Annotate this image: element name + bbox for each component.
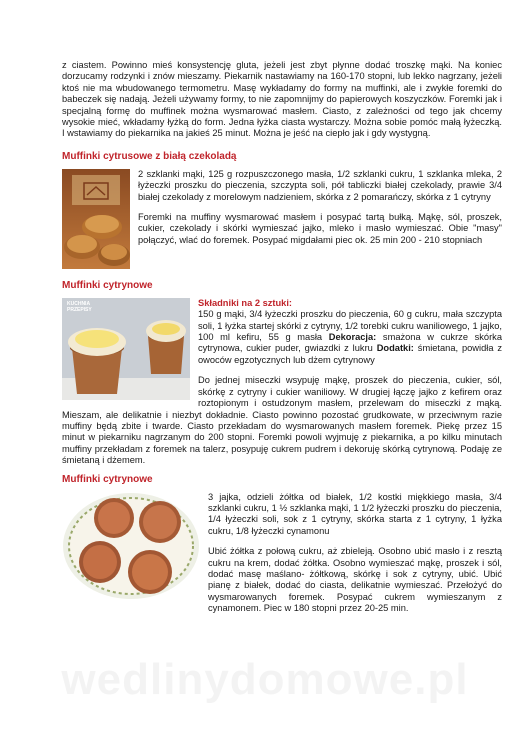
recipe3-section (62, 492, 502, 615)
recipe2-ingredients: 150 g mąki, 3/4 łyżeczki proszku do pieczenia, 60 g cukru, mała szczypta soli, 1 łyżka startej skórki z cytryny, 1/2 torebki cukru waniliowego, 1 jajko, 100 ml kefiru, 55 g masła (198, 309, 502, 343)
recipe2-extra-label: Dodatki: (376, 343, 414, 354)
recipe2-method: Do jednej miseczki wsypuję mąkę, proszek do pieczenia, cukier, sól, skórkę z cytryny i cukier waniliowy. W drugiej łączę jajko z kefirem oraz roztopionym i ostudzonym masłem, przelewam do miseczki z mąką. Mieszam, ale delikatnie i niezbyt dokładnie. Ciasto powinno pozostać grudkowate, w przeciwnym razie muffiny będą zbite i twarde. Ciasto przekładam do wysmarowanych masłem foremek. Piekę przez 15 minut w piekarniku nagrzanym do 200 stopni. Foremki powoli wyjmuję z piekarnika, a po kilku minutach muffiny przekładam z foremek na talerz, posypuję cukrem pudrem i dekoruję skórką cytrynową. Podaję ze śmietaną i dżemem. (62, 375, 502, 466)
recipe1-section (62, 169, 502, 273)
recipe1-ingredients: 2 szklanki mąki, 125 g rozpuszczonego masła, 1/2 szklanki cukru, 1 szklanka mleka, 2 łyżeczki proszku do pieczenia, szczypta soli, pół tabliczki białej czekolady, prawie 3/4 białej czekolady z morelowym nadzieniem, skórka z 2 pomarańczy, skórka z 1 cytryny (138, 168, 502, 202)
recipe2-muffin-photo (62, 298, 190, 400)
recipe3-method: Ubić żółtka z połową cukru, aż zbieleją. Osobno ubić masło i z resztą cukru na krem, dodać żółtka. Osobno wymieszać mąkę, proszek i sól, dodać masę maślano- żółtkową, skórkę i sok z cytryny, ubić. Ubić pianę z białek, dodać do ciasta, delikatnie wymieszać. Przełożyć do wysmarowanych foremek. Posypać cukrem wymieszanym z cynamonem. Piec w 180 stopni przez 20-25 min. (208, 546, 502, 614)
recipe2-extra: śmietana, powidła z owoców egzotycznych lub dżem cytrynowy (198, 343, 502, 365)
intro-paragraph: z ciastem. Powinno mieś konsystencję gluta, jeżeli jest zbyt płynne dodać troszkę mąki. Na koniec dorzucamy rodzynki i znów mieszamy. Piekarnik nastawiamy na 160-170 stopni, lub lekko nagrzany, jeżeli ktoś nie ma wbudowanego termometru. Masę wykładamy do formy na muffinki, ale i zwykłe foremki do babeczek się nadają. Jeżeli używamy formy, to nie zapomnijmy do papierowych koszyczków. Foremki jak i specjalną formę do muffinek można wysmarować masłem. Ciasto, z zależności od tego jak chcemy wysokie mieć, wkładamy łyżką do form. Jedna łyżka ciasta wystarczy. Można sobie pomóc małą łyżeczką. I wstawiamy do piekarnika na jakieś 25 minut. Można je jeść na ciepło jak i gdy wystygną. (62, 60, 502, 139)
recipe2-title: Muffinki cytrynowe (62, 279, 153, 291)
document-page (62, 60, 502, 621)
recipe1-muffin-photo (62, 169, 130, 269)
recipe1-method: Foremki na muffiny wysmarować masłem i posypać tartą bułką. Mąkę, sól, proszek, cukier, czekolady i skórki wymieszać jajko, mleko i masło wymieszać. Obie "masy" połączyć, wlać do foremek. Posypać migdałami piec ok. 25 min 200 - 210 stopniach (138, 212, 502, 245)
photo-watermark-label: KUCHNIA PRZEPISY (67, 300, 92, 313)
recipe3-ingredients: 3 jajka, odzieli żółtka od białek, 1/2 kostki miękkiego masła, 3/4 szklanki cukru, 1 ½ szklanka mąki, 1 1/2 łyżeczki proszku do pieczenia, 1/4 łyżeczki soli, sok z 1 cytryny, skórka starta z 1 cytryny, 1 łyżka cukru, 1/8 łyżeczki cynamonu (208, 491, 502, 536)
recipe2-decor-label: Dekoracja: (328, 332, 377, 343)
recipe2-decor: smażona w cukrze skórka cytrynowa, cukier puder, gwiazdki z lukru (198, 332, 502, 354)
recipe2-section (62, 298, 502, 467)
recipe3-title: Muffinki cytrynowe (62, 473, 153, 485)
site-watermark (0, 655, 530, 705)
recipe2-ing-header: Składniki na 2 sztuki: (198, 297, 293, 308)
recipe1-title: Muffinki cytrusowe z białą czekoladą (62, 150, 237, 162)
recipe3-muffin-photo (62, 492, 200, 600)
